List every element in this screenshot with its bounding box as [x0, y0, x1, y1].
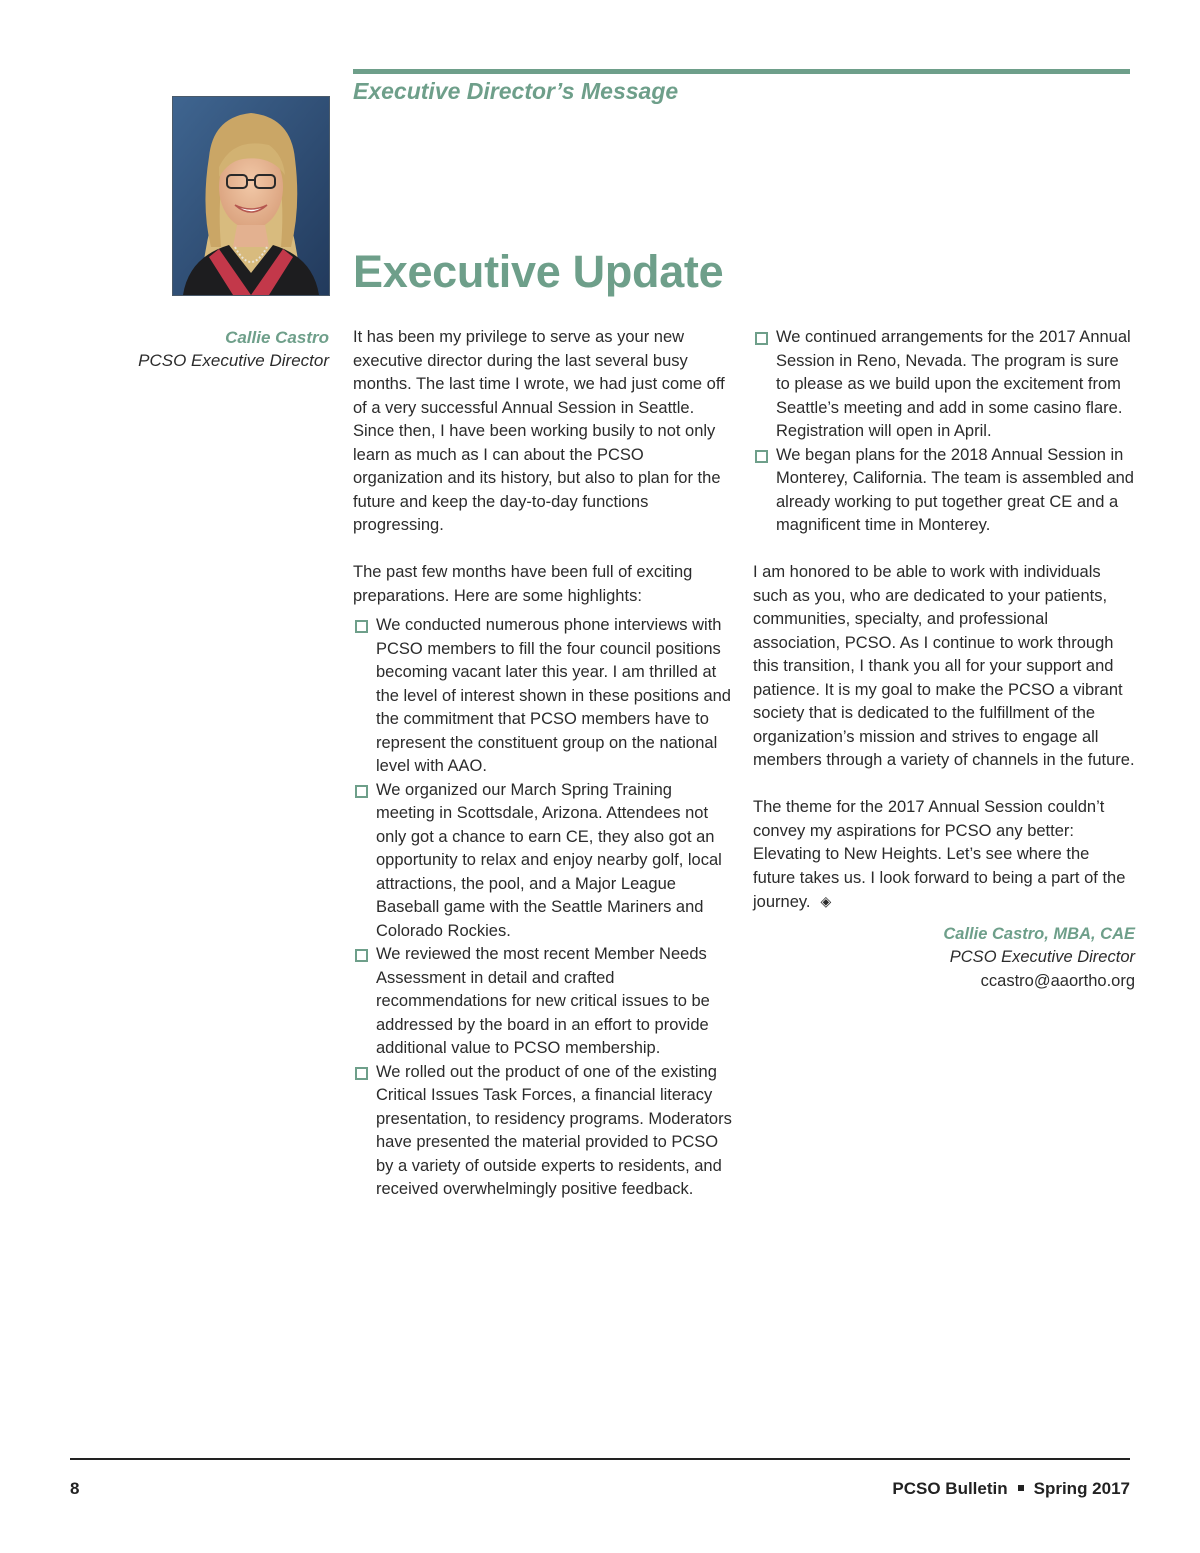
list-item: [753, 326, 1135, 444]
article-column-2: [753, 326, 1135, 993]
hollow-square-bullet-icon: [355, 1067, 368, 1080]
page-title: Executive Update: [353, 246, 724, 297]
list-item: [353, 943, 735, 1061]
signature-name: Callie Castro, MBA, CAE: [943, 924, 1135, 943]
square-separator-icon: [1018, 1485, 1024, 1491]
signature-email[interactable]: ccastro@aaortho.org: [980, 971, 1135, 990]
closing-paragraph: [753, 796, 1135, 915]
list-item: [353, 614, 735, 779]
author-name: Callie Castro: [225, 328, 329, 347]
author-caption: [100, 326, 329, 372]
closing-text: The theme for the 2017 Annual Session couldn’t convey my aspirations for PCSO any better: Elevating to New Heights. Let’s see where the future takes us. I look forward to being a part of the journey.: [753, 798, 1126, 911]
footer-publication: [892, 1479, 1130, 1499]
hollow-square-bullet-icon: [355, 785, 368, 798]
hollow-square-bullet-icon: [755, 450, 768, 463]
list-item: [353, 779, 735, 944]
list-item: [753, 444, 1135, 538]
signature-role: PCSO Executive Director: [949, 948, 1135, 966]
article-column-1: [353, 326, 735, 1202]
publication-name: PCSO Bulletin: [892, 1479, 1008, 1498]
list-item-text: We organized our March Spring Training meeting in Scottsdale, Arizona. Attendees not only got a chance to earn CE, they also got an opportunity to relax and enjoy nearby golf, local attractions, the pool, and a Major League Baseball game with the Seattle Mariners and Colorado Rockies.: [376, 780, 722, 940]
author-role: PCSO Executive Director: [138, 351, 329, 370]
list-item-text: We reviewed the most recent Member Needs Assessment in detail and crafted recommendations for new critical issues to be addressed by the board in an effort to provide additional value to PCSO membership.: [376, 945, 710, 1057]
author-photo: [172, 96, 330, 296]
end-diamond-icon: ◈: [820, 893, 832, 909]
section-label: Executive Director’s Message: [353, 78, 679, 104]
honored-paragraph: I am honored to be able to work with individuals such as you, who are dedicated to your patients, communities, specialty, and professional association, PCSO. As I continue to work through this transition, I thank you all for your support and patience. It is my goal to make the PCSO a vibrant society that is dedicated to the fulfillment of the organization’s mission and strives to engage all members through a variety of channels in the future.: [753, 563, 1135, 769]
issue-name: Spring 2017: [1033, 1479, 1130, 1498]
top-rule: [353, 69, 1130, 74]
list-item-text: We continued arrangements for the 2017 Annual Session in Reno, Nevada. The program is sure to please as we build upon the excitement from Seattle’s meeting and add in some casino flare. Registration will open in April.: [776, 328, 1131, 440]
hollow-square-bullet-icon: [355, 620, 368, 633]
signature-block: [753, 923, 1135, 994]
highlights-list-continued: [753, 326, 1135, 538]
highlights-intro: The past few months have been full of exciting preparations. Here are some highlights:: [353, 563, 693, 605]
hollow-square-bullet-icon: [755, 332, 768, 345]
list-item: [353, 1061, 735, 1202]
list-item-text: We conducted numerous phone interviews with PCSO members to fill the four council positions becoming vacant later this year. I am thrilled at the level of interest shown in these positions and the commitment that PCSO members have to represent the constituent group on the national level with AAO.: [376, 616, 731, 775]
highlights-list: [353, 614, 735, 1202]
page-number: 8: [70, 1479, 80, 1498]
list-item-text: We began plans for the 2018 Annual Session in Monterey, California. The team is assembled and already working to put together great CE and a magnificent time in Monterey.: [776, 445, 1134, 534]
intro-paragraph: It has been my privilege to serve as your new executive director during the last several busy months. The last time I wrote, we had just come off of a very successful Annual Session in Seattle. Since then, I have been working busily to not only learn as much as I can about the PCSO organization and its history, but also to plan for the future and keep the day-to-day functions progressing.: [353, 328, 725, 534]
hollow-square-bullet-icon: [355, 949, 368, 962]
list-item-text: We rolled out the product of one of the existing Critical Issues Task Forces, a financial literacy presentation, to residency programs. Moderators have presented the material provided to PCSO by a variety of outside experts to residents, and received overwhelmingly positive feedback.: [376, 1062, 732, 1198]
footer-rule: [70, 1458, 1130, 1460]
